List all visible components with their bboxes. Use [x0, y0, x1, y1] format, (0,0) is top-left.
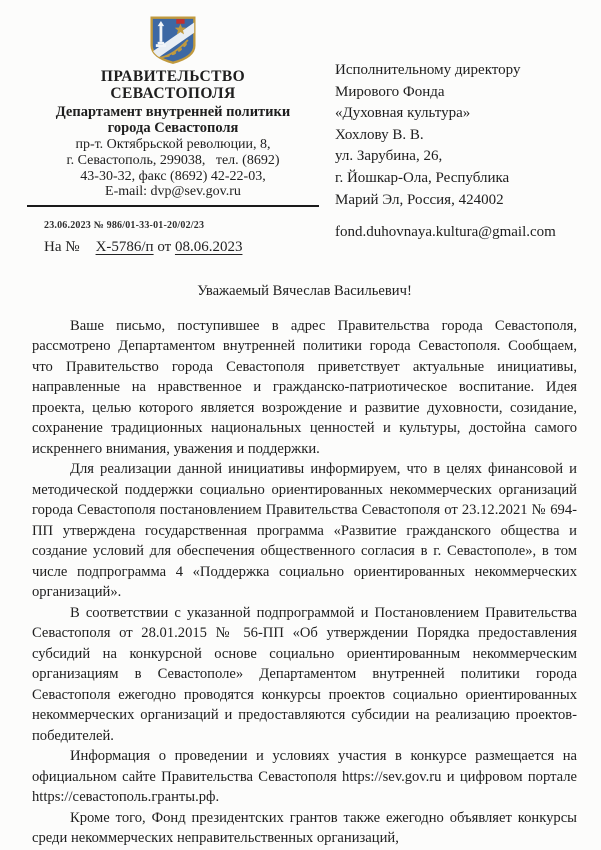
- sevastopol-coat-of-arms-icon: [145, 14, 201, 66]
- org-address-line: 43-30-32, факс (8692) 42-22-03,: [80, 168, 266, 184]
- org-address-line: пр-т. Октябрьской революции, 8,: [75, 137, 271, 152]
- body-paragraph: Кроме того, Фонд президентских грантов также ежегодно объявляет конкурсы среди некоммерческих неправительственных организаций,: [32, 809, 577, 846]
- reference-date: 08.06.2023: [174, 239, 243, 255]
- recipient-line: ул. Зарубина, 26,: [335, 148, 443, 165]
- department-name-line2: города Севастополя: [107, 120, 239, 136]
- recipient-line: Хохлову В. В.: [335, 126, 424, 143]
- department-name-line1: Департамент внутренней политики: [55, 104, 291, 120]
- reference-conjunction: от: [157, 239, 172, 255]
- body-paragraph: Для реализации данной инициативы информируем, что в целях финансовой и методической поддержки социально ориентированных некоммерческих организаций города Севастополя постановлением Правительства Севастополя от 23.12.2021 № 694-ПП утверждена государственная программа «Развитие гражданского общества и создание условий для обеспечения общественного согласия в г. Севастополе», в том числе подпрограмма 4 «Поддержка социально ориентированных некоммерческих организаций».: [32, 461, 577, 600]
- org-address: [27, 137, 319, 200]
- body-paragraph: Информация о проведении и условиях участия в конкурсе размещается на официальном сайте Правительства Севастополя https://sev.gov.ru и цифровом портале https://севастополь.гранты.рф.: [32, 748, 577, 805]
- salutation: Уважаемый Вячеслав Васильевич!: [197, 283, 412, 299]
- body-paragraph: Ваше письмо, поступившее в адрес Правительства города Севастополя, рассмотрено Департаментом внутренней политики города Севастополя. Сообщаем, что Правительство города Севастополя приветствует актуальные инициативы, направленные на нравственное и гражданско-патриотическое воспитание. Идея проекта, целью которого является возрождение и развитие духовности, созидание, сохранение традиционных национальных ценностей и культуры, достойна самого искреннего внимания, уважения и поддержки.: [32, 317, 577, 457]
- org-address-line: г. Севастополь, 299038, тел. (8692): [66, 152, 280, 168]
- letterhead-divider: [27, 205, 319, 207]
- recipient-block: [335, 60, 587, 244]
- org-name: [27, 69, 319, 102]
- org-name-line2: СЕВАСТОПОЛЯ: [110, 84, 236, 102]
- recipient-line: г. Йошкар-Ола, Республика: [335, 169, 510, 186]
- body-paragraph: В соответствии с указанной подпрограммой и Постановлением Правительства Севастополя от 28.01.2015 № 56-ПП «Об утверждении Порядка предоставления субсидий на конкурсной основе социально ориентированным некоммерческим организациям в Севастополе» Департаментом внутренней политики города Севастополя ежегодно проводятся конкурсы проектов социально ориентированных некоммерческих организаций и предоставляются субсидии на реализацию проектов-победителей.: [32, 604, 577, 744]
- recipient-line: Мирового Фонда: [335, 83, 445, 100]
- reference-line: [44, 239, 242, 256]
- reference-number: Х-5786/п: [95, 239, 154, 255]
- org-name-line1: ПРАВИТЕЛЬСТВО: [100, 68, 246, 85]
- department-name: [27, 104, 319, 136]
- recipient-line: «Духовная культура»: [335, 105, 471, 122]
- recipient-line: Исполнительному директору: [335, 62, 521, 78]
- reference-prefix: На №: [44, 239, 80, 255]
- letterhead: [27, 14, 319, 207]
- recipient-email: fond.duhovnaya.kultura@gmail.com: [335, 224, 556, 241]
- recipient-line: Марий Эл, Россия, 424002: [335, 191, 504, 208]
- registration-stamp: 23.06.2023 № 986/01-33-01-20/02/23: [44, 220, 205, 231]
- letter-body: [32, 281, 577, 849]
- org-address-line: E-mail: dvp@sev.gov.ru: [105, 184, 241, 200]
